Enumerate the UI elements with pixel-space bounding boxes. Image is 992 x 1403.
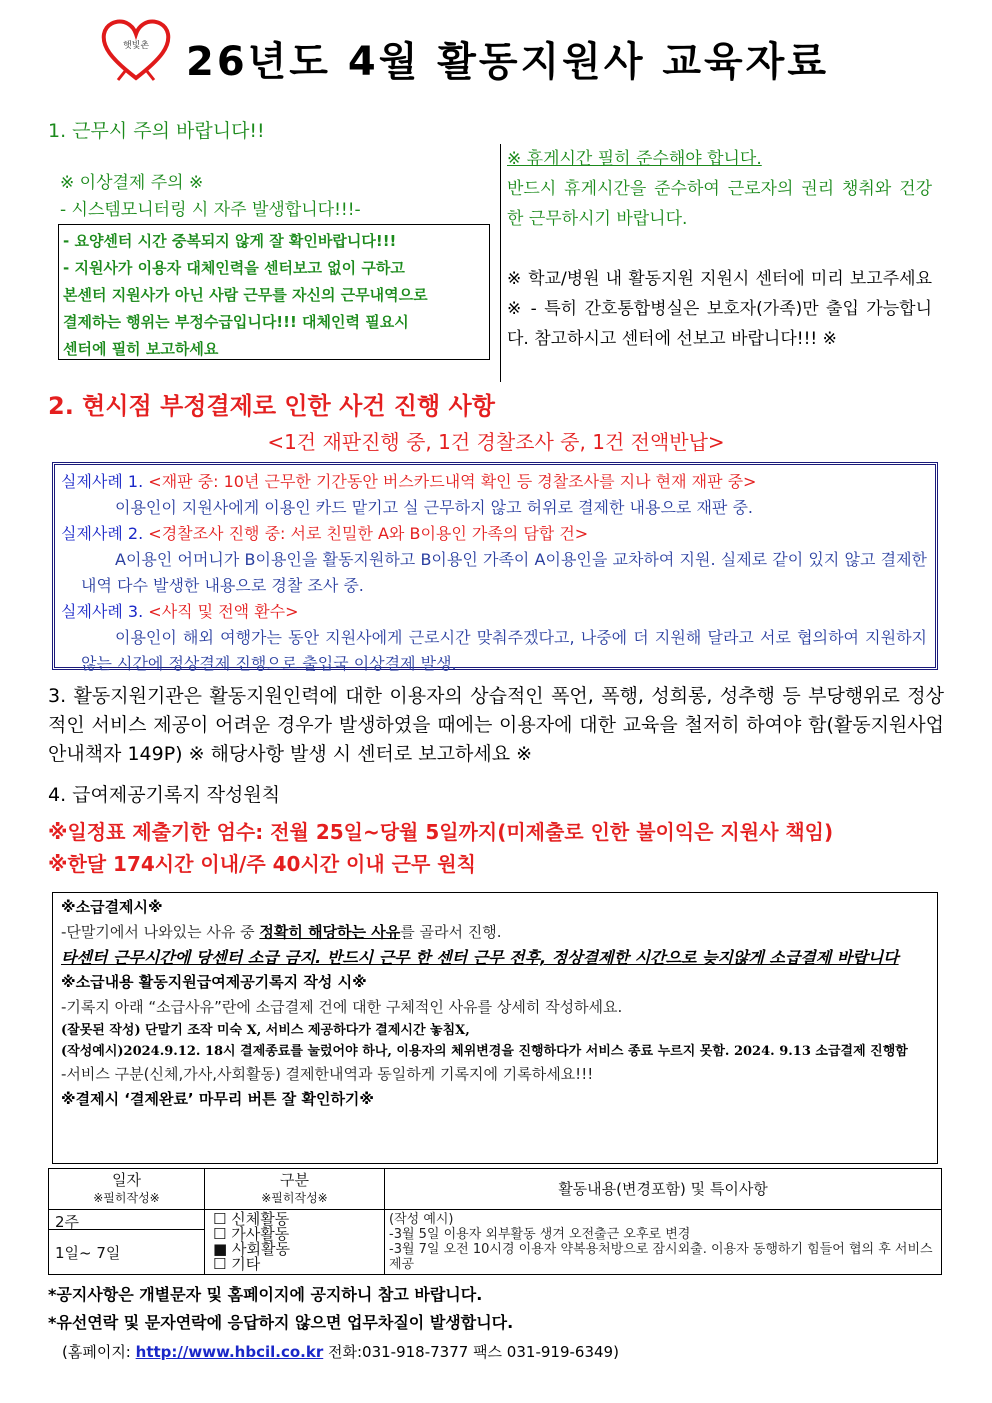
info-line: -서비스 구분(신체,가사,사회활동) 결제한내역과 동일하게 기록지에 기록하세요!!! xyxy=(61,1065,594,1083)
case-label: 실제사례 1. xyxy=(61,472,144,491)
case-tag: <재판 중: 10년 근무한 기간동안 버스카드내역 확인 등 경찰조사를 지나 현재 재판 중> xyxy=(148,472,757,491)
warning-line: 센터에 필히 보고하세요 xyxy=(63,340,219,358)
days-label: 1일~ 7일 xyxy=(55,1244,121,1262)
checkbox-label: 신체활동 xyxy=(231,1210,290,1228)
warning-line: - 요양센터 시간 중복되지 않게 잘 확인바랍니다!!! xyxy=(63,232,397,250)
info-line: -기록지 아래 “소급사유”란에 소급결제 건에 대한 구체적인 사유를 상세히 작성하세요. xyxy=(61,998,623,1016)
example-line: -3월 5일 이용자 외부활동 생겨 오전출근 오후로 변경 xyxy=(389,1227,691,1242)
type-cell xyxy=(205,1210,385,1275)
wrong-example: (잘못된 작성) 단말기 조작 미숙 X, 서비스 제공하다가 결제시간 놓침X, xyxy=(61,1023,470,1038)
header-label: 구분 xyxy=(280,1171,309,1189)
heart-logo-icon xyxy=(100,18,172,82)
break-time-title: ※ 휴게시간 필히 준수해야 합니다. xyxy=(507,149,762,169)
note-line: - 시스템모니터링 시 자주 발생합니다!!!- xyxy=(60,200,361,220)
header-label: 활동내용(변경포함) 및 특이사항 xyxy=(558,1180,768,1198)
info-warning: 타센터 근무시간에 당센터 소급 금지. 반드시 근무 한 센터 근무 전후, 정상결제한 시간으로 늦지않게 소급결제 바랍니다 xyxy=(61,948,899,967)
case-tag: <경찰조사 진행 중: 서로 친밀한 A와 B이용인 가족의 담합 건> xyxy=(148,524,589,543)
case-body: A이용인 어머니가 B이용인을 활동지원하고 B이용인 가족이 A이용인을 교차하여 지원. 실제로 같이 있지 않고 결제한 내역 다수 발생한 내용으로 경찰 조사 중. xyxy=(81,550,927,595)
info-text: -단말기에서 나와있는 사유 중 xyxy=(61,923,260,941)
info-title: ※소급내용 활동지원급여제공기록지 작성 시※ xyxy=(61,973,367,991)
break-time-body: 반드시 휴게시간을 준수하여 근로자의 권리 챙취와 건강한 근무하시기 바랍니다. xyxy=(507,179,932,229)
checkbox-label: 가사활동 xyxy=(231,1225,290,1243)
checkbox-icon[interactable]: ■ xyxy=(213,1240,228,1258)
homepage-link[interactable]: http://www.hbcil.co.kr xyxy=(135,1343,324,1361)
section4-heading: 4. 급여제공기록지 작성원칙 xyxy=(48,784,281,806)
checkbox-icon[interactable]: ☐ xyxy=(213,1225,227,1243)
case-header xyxy=(61,599,927,625)
footer-notice: *유선연락 및 문자연락에 응답하지 않으면 업무차질이 발생합니다. xyxy=(48,1313,514,1332)
deadline-rule: ※일정표 제출기한 엄수: 전월 25일~당월 5일까지(미제출로 인한 불이익은 지원사 책임) xyxy=(48,820,834,844)
contact-text: 전화:031-918-7377 팩스 031-919-6349) xyxy=(323,1343,619,1361)
contact-text: (홈페이지: xyxy=(62,1343,136,1361)
section2-subheading: <1건 재판진행 중, 1건 경찰조사 중, 1건 전액반납> xyxy=(267,430,725,454)
contact-line xyxy=(62,1341,619,1362)
record-sample-table xyxy=(48,1168,942,1275)
col-type xyxy=(205,1169,385,1210)
checkbox-icon[interactable]: ☐ xyxy=(213,1255,227,1273)
abnormal-payment-note xyxy=(60,170,361,224)
header-note: ※필히작성※ xyxy=(93,1191,160,1205)
case-body: 이용인이 해외 여행가는 동안 지원사에게 근로시간 맞춰주겠다고, 나중에 더 지원해 달라고 서로 협의하여 지원하지 않는 시간에 정상결제 진행으로 출입국 이상결제 발생. xyxy=(81,628,927,673)
header-label: 일자 xyxy=(112,1171,141,1189)
hours-rule: ※한달 174시간 이내/주 40시간 이내 근무 원칙 xyxy=(48,852,476,876)
case-tag: <사직 및 전액 환수> xyxy=(148,602,299,621)
checkbox-item[interactable] xyxy=(213,1257,376,1272)
section1-heading: 1. 근무시 주의 바랍니다!! xyxy=(48,120,265,142)
warning-line: 결제하는 행위는 부정수급입니다!!! 대체인력 필요시 xyxy=(63,313,409,331)
right-notice-column xyxy=(500,144,932,382)
col-content xyxy=(385,1169,942,1210)
footer-notice: *공지사항은 개별문자 및 홈페이지에 공지하니 참고 바랍니다. xyxy=(48,1285,483,1304)
warning-line: - 지원사가 이용자 대체인력을 센터보고 없이 구하고 xyxy=(63,259,405,277)
info-text: 를 골라서 진행. xyxy=(400,923,502,941)
checkbox-label: 기타 xyxy=(231,1255,261,1273)
warning-box xyxy=(58,224,490,360)
date-cell xyxy=(49,1210,205,1275)
retro-payment-box xyxy=(52,892,938,1164)
section2-heading: 2. 현시점 부정결제로 인한 사건 진행 사항 xyxy=(48,392,495,420)
info-title: ※결제시 ‘결제완료’ 마무리 버튼 잘 확인하기※ xyxy=(61,1090,375,1108)
case-label: 실제사례 3. xyxy=(61,602,144,621)
case-header xyxy=(61,521,927,547)
checkbox-icon[interactable]: ☐ xyxy=(213,1210,227,1228)
example-cell xyxy=(385,1210,942,1275)
note-title: ※ 이상결제 주의 ※ xyxy=(60,173,204,193)
section3-text: 3. 활동지원기관은 활동지원인력에 대한 이용자의 상습적인 폭언, 폭행, 성희롱, 성추행 등 부당행위로 정상적인 서비스 제공이 어려운 경우가 발생하였을 때에는 이용자에 대한 교육을 철저히 하여야 함(활동지원사업 안내책자 149P) ※ 해당사항 발생 시 센터로 보고하세요 ※ xyxy=(48,685,944,765)
table-header-row xyxy=(49,1169,942,1210)
page-title: 26년도 4월 활동지원사 교육자료 xyxy=(186,39,829,85)
info-emphasis: 정확히 해당하는 사유 xyxy=(259,923,401,941)
case-examples-box xyxy=(52,462,938,673)
case-label: 실제사례 2. xyxy=(61,524,144,543)
table-row xyxy=(49,1210,942,1275)
case-header xyxy=(61,469,927,495)
info-title: ※소급결제시※ xyxy=(61,898,163,916)
logo-text: 햇빛촌 xyxy=(122,41,150,51)
checkbox-label: 사회활동 xyxy=(231,1240,290,1258)
info-line xyxy=(61,920,929,945)
case-body: 이용인이 지원사에게 이용인 카드 맡기고 실 근무하지 않고 허위로 결제한 내용으로 재판 중. xyxy=(115,498,753,517)
warning-line: 본센터 지원사가 아닌 사람 근무를 자신의 근무내역으로 xyxy=(63,286,428,304)
week-label: 2주 xyxy=(49,1210,204,1230)
hospital-notice: ※ 학교/병원 내 활동지원 지원시 센터에 미리 보고주세요 ※ - 특히 간호통합병실은 보호자(가족)만 출입 가능합니다. 참고하시고 센터에 선보고 바랍니다!!! ※ xyxy=(507,269,932,349)
example-line: -3월 7일 오전 10시경 이용자 약복용처방으로 잠시외출. 이용자 동행하기 힘들어 협의 후 서비스 제공 xyxy=(389,1242,933,1272)
header-note: ※필히작성※ xyxy=(261,1191,328,1205)
col-date xyxy=(49,1169,205,1210)
correct-example: (작성예시)2024.9.12. 18시 결제종료를 눌렀어야 하나, 이용자의 체위변경을 진행하다가 서비스 종료 누르지 못함. 2024. 9.13 소급결제 진행함 xyxy=(61,1044,908,1059)
example-line: (작성 예시) xyxy=(389,1212,454,1227)
